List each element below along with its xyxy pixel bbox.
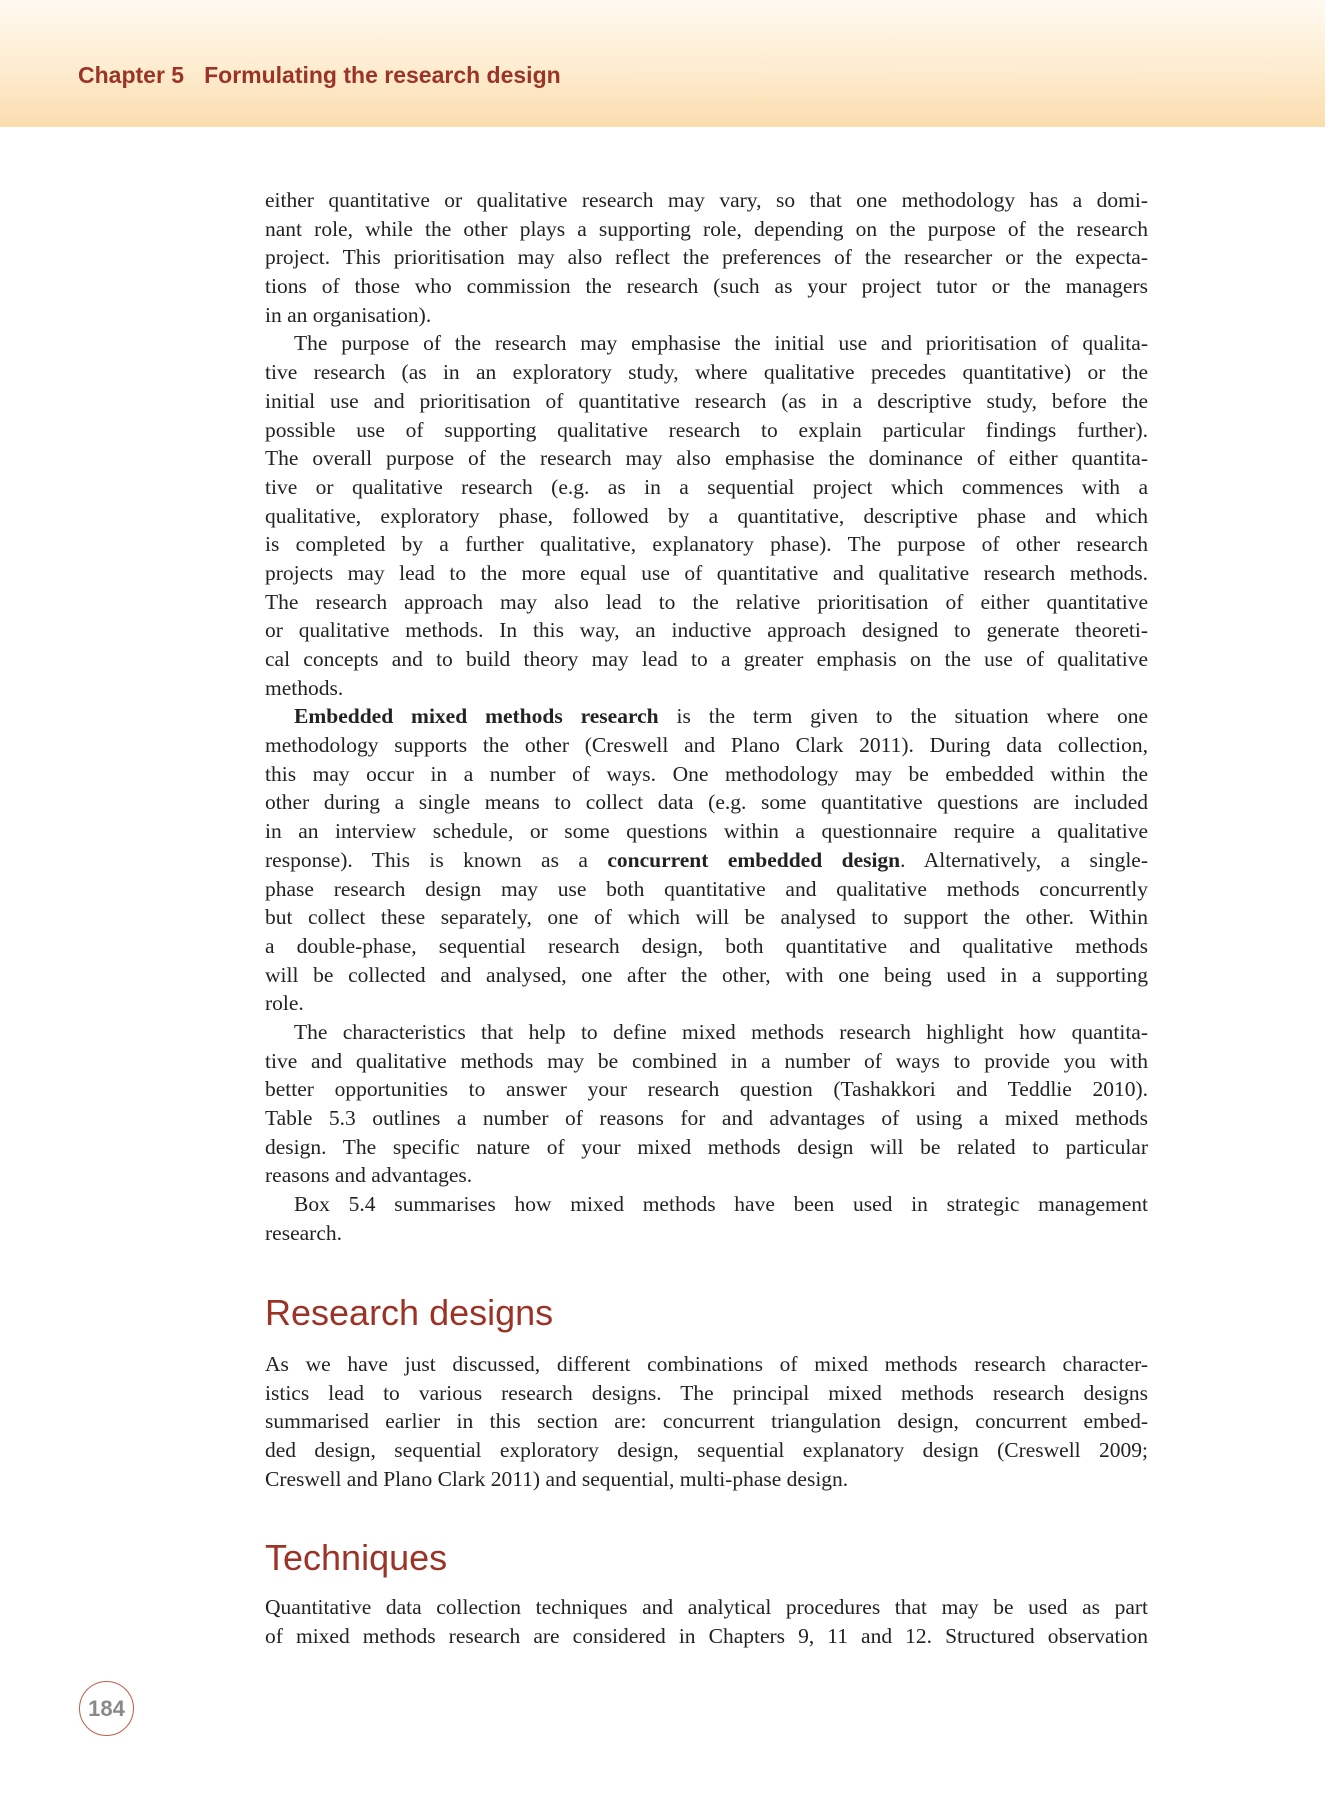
text-line: in an interview schedule, or some questions within a questionnaire require a qualitative	[265, 819, 1148, 844]
text-line: projects may lead to the more equal use of quantitative and qualitative research methods.	[265, 560, 1148, 585]
text-line: is completed by a further qualitative, explanatory phase). The purpose of other research	[265, 532, 1148, 557]
text-line: reasons and advantages.	[265, 1163, 473, 1188]
text-line: Table 5.3 outlines a number of reasons for and advantages of using a mixed methods	[265, 1106, 1148, 1130]
text-line: either quantitative or qualitative research may vary, so that one methodology has a domi-	[265, 188, 1148, 212]
text-line: possible use of supporting qualitative research to explain particular findings further).	[265, 417, 1148, 442]
text-line	[265, 702, 1148, 731]
text-line: ded design, sequential exploratory design, sequential explanatory design (Creswell 2009;	[265, 1438, 1148, 1463]
body-text-section	[265, 186, 1148, 1247]
text-line	[265, 846, 1148, 875]
text-line: phase research design may use both quantitative and qualitative methods concurrently	[265, 876, 1148, 901]
text-line: this may occur in a number of ways. One methodology may be embedded within the	[265, 761, 1148, 786]
text-line: will be collected and analysed, one after the other, with one being used in a supporting	[265, 962, 1148, 987]
text-line: nant role, while the other plays a supporting role, depending on the purpose of the research	[265, 216, 1148, 241]
text-line: design. The specific nature of your mixed methods design will be related to particular	[265, 1134, 1148, 1159]
text-line: better opportunities to answer your research question (Tashakkori and Teddlie 2010).	[265, 1077, 1148, 1102]
text-line: The characteristics that help to define mixed methods research highlight how quantita-	[294, 1019, 1148, 1044]
research-designs-text	[265, 1350, 1148, 1493]
text-line: The research approach may also lead to the relative prioritisation of either quantitative	[265, 589, 1148, 614]
techniques-text	[265, 1593, 1148, 1650]
page-number: 184	[79, 1681, 134, 1736]
paragraph	[265, 1190, 1148, 1247]
chapter-number: Chapter 5	[78, 62, 185, 88]
text-line: but collect these separately, one of which will be analysed to support the other. Within	[265, 905, 1148, 930]
text-segment: is the term given to the situation where one	[658, 704, 1148, 729]
bold-term: concurrent embedded design	[607, 847, 901, 872]
text-line: tions of those who commission the research (such as your project tutor or the managers	[265, 274, 1148, 299]
text-line: As we have just discussed, different combinations of mixed methods research character-	[265, 1352, 1148, 1376]
chapter-header-band	[0, 0, 1325, 127]
text-line: methods.	[265, 675, 344, 700]
text-line: in an organisation).	[265, 302, 432, 327]
paragraph	[265, 702, 1148, 1018]
section-heading-techniques: Techniques	[265, 1537, 448, 1578]
text-line: Box 5.4 summarises how mixed methods have been used in strategic management	[294, 1192, 1148, 1217]
text-line: istics lead to various research designs. The principal mixed methods research designs	[265, 1380, 1148, 1405]
text-line: summarised earlier in this section are: concurrent triangulation design, concurrent embed-	[265, 1409, 1148, 1434]
text-line: qualitative, exploratory phase, followed by a quantitative, descriptive phase and which	[265, 503, 1148, 528]
text-line: cal concepts and to build theory may lead to a greater emphasis on the use of qualitative	[265, 647, 1148, 671]
text-line: other during a single means to collect data (e.g. some quantitative questions are included	[265, 790, 1148, 815]
text-line: initial use and prioritisation of quantitative research (as in a descriptive study, before the	[265, 388, 1148, 413]
paragraph	[265, 329, 1148, 702]
text-line: tive research (as in an exploratory study, where qualitative precedes quantitative) or the	[265, 360, 1148, 385]
chapter-title: Formulating the research design	[204, 62, 561, 88]
text-line: The overall purpose of the research may also emphasise the dominance of either quantita-	[265, 446, 1148, 471]
text-line: or qualitative methods. In this way, an inductive approach designed to generate theoreti-	[265, 618, 1148, 643]
text-line: a double-phase, sequential research design, both quantitative and qualitative methods	[265, 933, 1148, 958]
paragraph	[265, 1018, 1148, 1190]
text-line: methodology supports the other (Creswell and Plano Clark 2011). During data collection,	[265, 733, 1148, 758]
text-segment: . Alternatively, a single-	[900, 847, 1148, 872]
text-line: The purpose of the research may emphasise the initial use and prioritisation of qualita-	[294, 331, 1148, 356]
paragraph	[265, 1593, 1148, 1650]
text-segment: response). This is known as a	[265, 847, 608, 872]
text-line: Creswell and Plano Clark 2011) and sequential, multi-phase design.	[265, 1466, 849, 1491]
paragraph	[265, 1350, 1148, 1493]
text-line: tive and qualitative methods may be combined in a number of ways to provide you with	[265, 1048, 1148, 1073]
paragraph	[265, 186, 1148, 329]
text-line: Quantitative data collection techniques and analytical procedures that may be used as part	[265, 1595, 1148, 1619]
bold-term: Embedded mixed methods research	[294, 704, 659, 729]
running-head	[78, 62, 561, 89]
text-line: of mixed methods research are considered in Chapters 9, 11 and 12. Structured observation	[265, 1623, 1148, 1648]
text-line: project. This prioritisation may also reflect the preferences of the researcher or the expecta-	[265, 245, 1148, 270]
text-line: role.	[265, 991, 304, 1016]
text-line: research.	[265, 1220, 342, 1245]
text-line: tive or qualitative research (e.g. as in a sequential project which commences with a	[265, 474, 1148, 499]
section-heading-research-designs: Research designs	[265, 1292, 554, 1333]
